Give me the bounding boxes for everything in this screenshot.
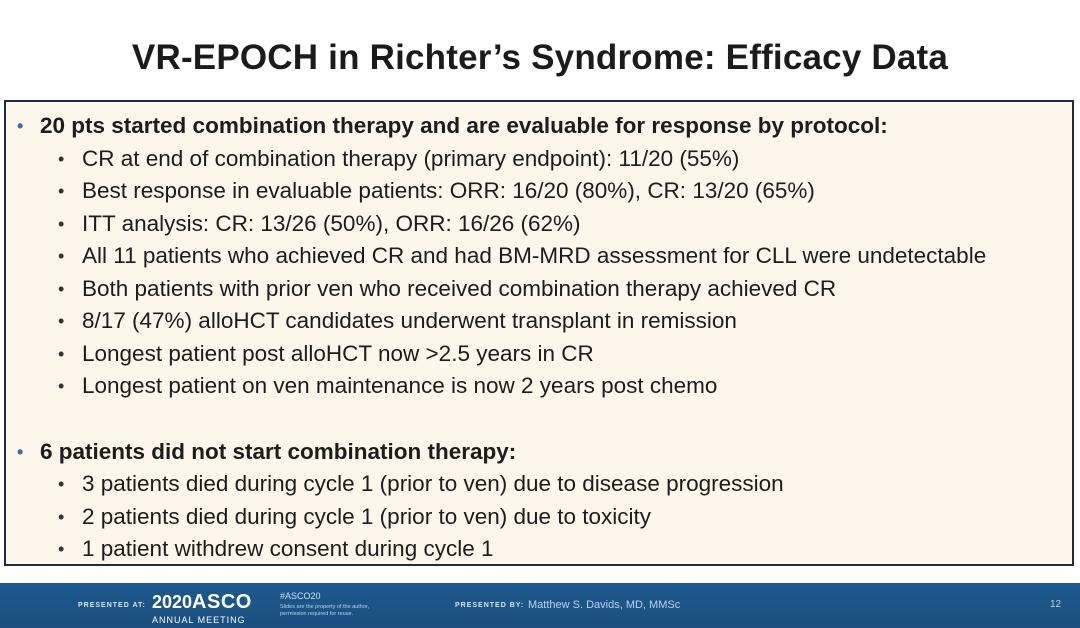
bullet-dot-icon: •	[58, 539, 65, 559]
hashtag-label: #ASCO20	[280, 591, 321, 601]
bullet-dot-icon: •	[17, 116, 24, 136]
footer-bar	[0, 583, 1080, 628]
bullet-text: Longest patient post alloHCT now >2.5 years in CR	[82, 340, 594, 366]
logo-name: ASCO	[192, 591, 252, 613]
asco-logo	[152, 591, 252, 625]
bullet-text: All 11 patients who achieved CR and had BM-MRD assessment for CLL were undetectable	[82, 243, 987, 268]
bullet-dot-icon: •	[58, 506, 65, 527]
list-item	[6, 240, 1072, 273]
bullet-dot-icon: •	[58, 246, 65, 266]
list-item	[6, 468, 1072, 501]
list-item	[6, 338, 1072, 371]
bullet-heading-not-started	[6, 436, 1072, 469]
bullet-text: CR at end of combination therapy (primary endpoint): 11/20 (55%)	[82, 145, 740, 171]
content-box	[4, 100, 1074, 566]
bullet-dot-icon: •	[58, 278, 65, 299]
bullet-dot-icon: •	[58, 311, 65, 331]
list-item	[6, 175, 1072, 208]
bullet-text: 2 patients died during cycle 1 (prior to ven) due to toxicity	[82, 503, 652, 529]
logo-year: 2020	[152, 592, 193, 612]
section-spacer	[6, 403, 1072, 436]
bullet-text: 8/17 (47%) alloHCT candidates underwent transplant in remission	[82, 308, 737, 333]
permission-notice: Slides are the property of the author, permission required for reuse.	[280, 604, 369, 617]
bullet-dot-icon: •	[58, 181, 65, 201]
bullet-text: ITT analysis: CR: 13/26 (50%), ORR: 16/26 (62%)	[82, 210, 581, 236]
bullet-heading-evaluable	[6, 110, 1072, 143]
list-item	[6, 273, 1072, 306]
bullet-text: Longest patient on ven maintenance is now 2 years post chemo	[82, 373, 718, 398]
list-item	[6, 370, 1072, 403]
list-item	[6, 501, 1072, 534]
bullet-dot-icon: •	[58, 376, 65, 396]
bullet-dot-icon: •	[58, 474, 65, 494]
bullet-text: Best response in evaluable patients: ORR: 16/20 (80%), CR: 13/20 (65%)	[82, 178, 815, 203]
bullet-text: 20 pts started combination therapy and are evaluable for response by protocol:	[40, 113, 888, 138]
list-item	[6, 305, 1072, 338]
presenter-name: Matthew S. Davids, MD, MMSc	[528, 599, 681, 611]
bullet-dot-icon: •	[58, 213, 65, 234]
bullet-dot-icon: •	[58, 148, 65, 169]
bullet-list	[6, 110, 1072, 566]
bullet-text: 6 patients did not start combination therapy:	[40, 438, 517, 464]
list-item	[6, 208, 1072, 241]
bullet-text: Both patients with prior ven who received combination therapy achieved CR	[82, 275, 837, 301]
bullet-dot-icon: •	[58, 343, 65, 364]
presented-by-label: PRESENTED BY:	[455, 602, 525, 609]
logo-subtitle: ANNUAL MEETING	[152, 615, 246, 625]
slide-title: VR-EPOCH in Richter’s Syndrome: Efficacy Data	[131, 38, 949, 77]
list-item	[6, 143, 1072, 176]
page-number: 12	[1050, 599, 1062, 610]
presented-at-label: PRESENTED AT:	[78, 602, 146, 609]
bullet-dot-icon: •	[17, 441, 24, 462]
bullet-text: 3 patients died during cycle 1 (prior to ven) due to disease progression	[82, 471, 784, 496]
list-item	[6, 533, 1072, 566]
bullet-text: 1 patient withdrew consent during cycle 1	[82, 536, 494, 561]
